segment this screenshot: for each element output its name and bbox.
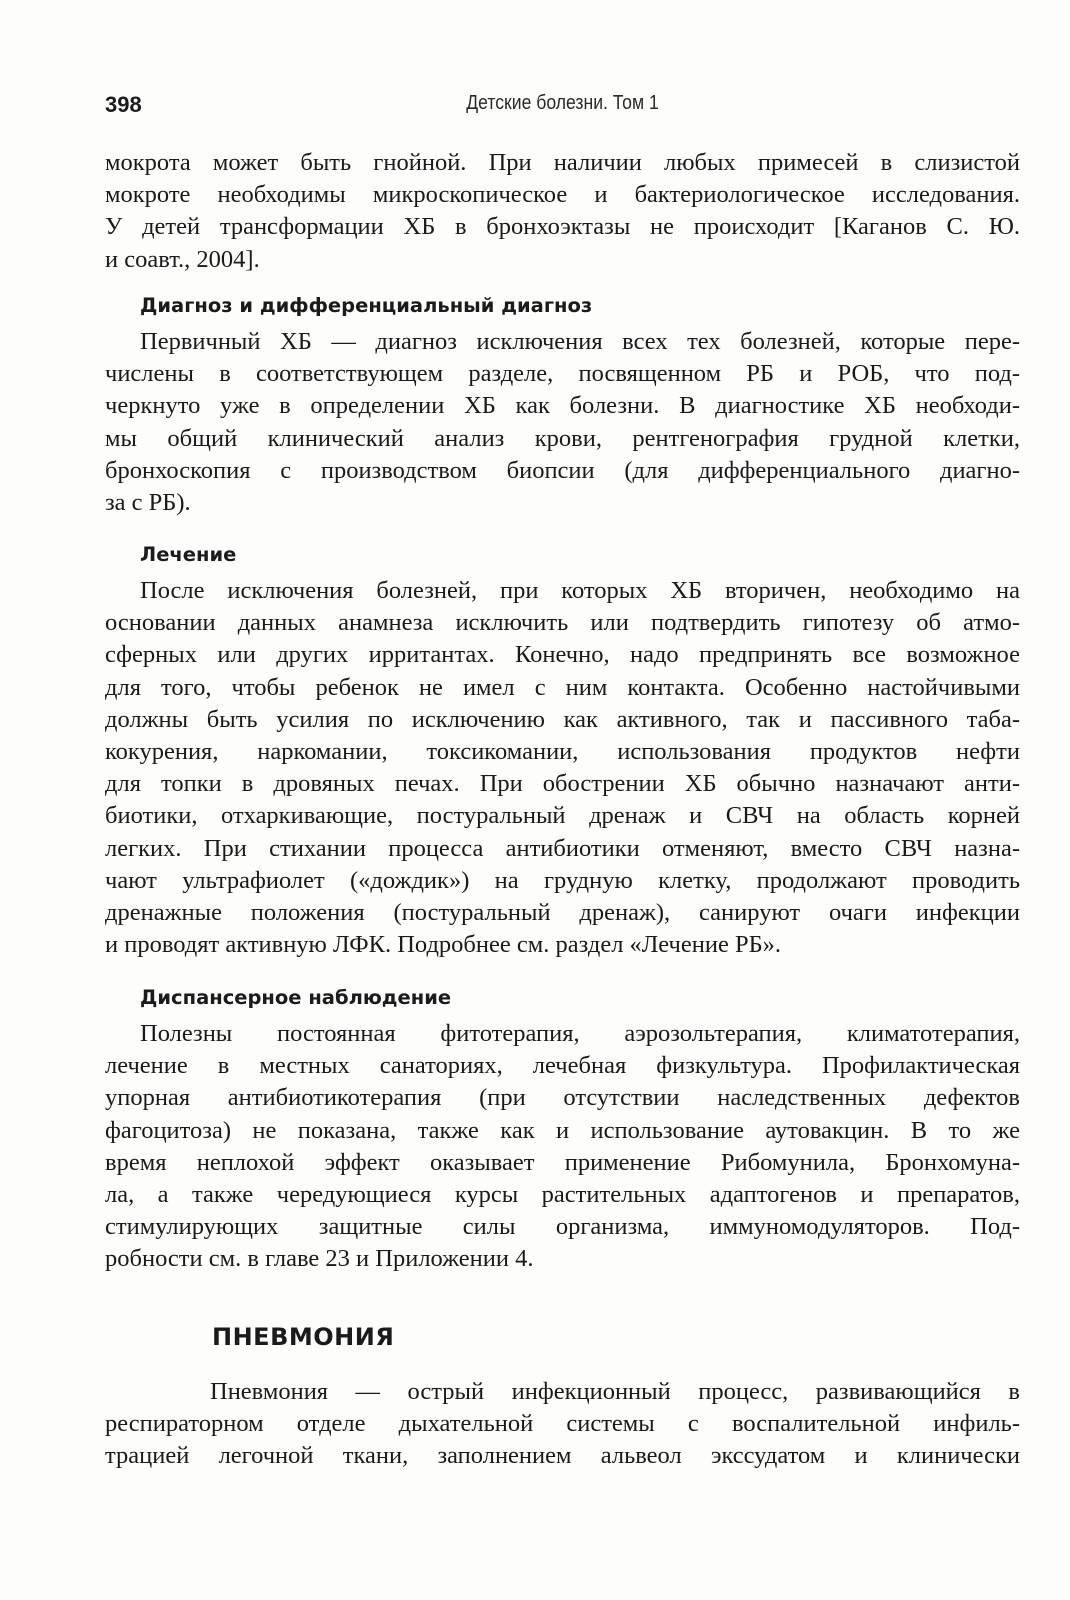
- text-line: робности см. в главе 23 и Приложении 4.: [105, 1245, 534, 1273]
- text-line: и проводят активную ЛФК. Подробнее см. раздел «Лечение РБ».: [105, 931, 782, 959]
- text-line: за с РБ).: [105, 489, 191, 517]
- text-line: для того, чтобы ребенок не имел с ним контакта. Особенно настойчивыми: [105, 673, 1020, 701]
- text-line: и соавт., 2004].: [105, 245, 260, 273]
- section-heading-diagnosis: Диагноз и дифференциальный диагноз: [140, 294, 593, 317]
- text-line: респираторном отделе дыхательной системы с воспалительной инфиль-: [105, 1410, 1020, 1438]
- text-line: Полезны постоянная фитотерапия, аэрозольтерапия, климатотерапия,: [140, 1020, 1020, 1047]
- text-line: должны быть усилия по исключению как активного, так и пассивного таба-: [105, 705, 1020, 733]
- text-line: время неплохой эффект оказывает применение Рибомунила, Бронхомуна-: [105, 1148, 1020, 1176]
- paragraph-pneumonia: [105, 1376, 1020, 1473]
- text-line: числены в соответствующем разделе, посвященном РБ и РОБ, что под-: [105, 360, 1020, 388]
- paragraph-diagnosis: [105, 326, 1020, 519]
- chapter-title: ПНЕВМОНИЯ: [212, 1323, 395, 1351]
- text-line: кокурения, наркомании, токсикомании, использования продуктов нефти: [105, 738, 1020, 766]
- text-line: Пневмония — острый инфекционный процесс, развивающийся в: [210, 1378, 1020, 1405]
- text-line: стимулирующих защитные силы организма, иммуномодуляторов. Под-: [105, 1213, 1020, 1241]
- text-line: Первичный ХБ — диагноз исключения всех тех болезней, которые пере-: [140, 328, 1020, 355]
- text-line: мы общий клинический анализ крови, рентгенография грудной клетки,: [105, 424, 1020, 452]
- section-heading-followup: Диспансерное наблюдение: [140, 986, 452, 1009]
- book-title: Детские болезни. Том 1: [466, 92, 659, 114]
- text-line: У детей трансформации ХБ в бронхоэктазы не происходит [Каганов С. Ю.: [105, 213, 1020, 241]
- text-line: трацией легочной ткани, заполнением альвеол экссудатом и клинически: [105, 1442, 1020, 1470]
- running-head: [105, 92, 1020, 126]
- paragraph-treatment: [105, 575, 1020, 961]
- text-line: чают ультрафиолет («дождик») на грудную клетку, продолжают проводить: [105, 866, 1020, 894]
- text-line: мокроте необходимы микроскопическое и бактериологическое исследования.: [105, 181, 1020, 209]
- page-number: 398: [105, 92, 142, 117]
- text-line: легких. При стихании процесса антибиотики отменяют, вместо СВЧ назна-: [105, 834, 1020, 862]
- text-line: дренажные положения (постуральный дренаж), санируют очаги инфекции: [105, 899, 1020, 927]
- text-line: для топки в дровяных печах. При обострении ХБ обычно назначают анти-: [105, 770, 1020, 798]
- text-line: черкнуто уже в определении ХБ как болезни. В диагностике ХБ необходи-: [105, 392, 1020, 420]
- paragraph-followup: [105, 1018, 1020, 1276]
- text-line: После исключения болезней, при которых ХБ вторичен, необходимо на: [140, 577, 1020, 604]
- text-line: основании данных анамнеза исключить или подтвердить гипотезу об атмо-: [105, 609, 1020, 637]
- text-line: бронхоскопия с производством биопсии (для дифференциального диагно-: [105, 456, 1020, 484]
- section-heading-treatment: Лечение: [140, 543, 237, 566]
- text-line: биотики, отхаркивающие, постуральный дренаж и СВЧ на область корней: [105, 802, 1020, 830]
- text-line: упорная антибиотикотерапия (при отсутствии наследственных дефектов: [105, 1084, 1020, 1112]
- text-line: фагоцитоза) не показана, также как и использование аутовакцин. В то же: [105, 1116, 1020, 1144]
- text-line: сферных или других ирритантах. Конечно, надо предпринять все возможное: [105, 641, 1020, 669]
- text-line: мокрота может быть гнойной. При наличии любых примесей в слизистой: [105, 149, 1020, 176]
- text-line: ла, а также чередующиеся курсы растительных адаптогенов и препаратов,: [105, 1181, 1020, 1209]
- text-line: лечение в местных санаториях, лечебная физкультура. Профилактическая: [105, 1052, 1020, 1080]
- paragraph-intro: [105, 147, 1020, 276]
